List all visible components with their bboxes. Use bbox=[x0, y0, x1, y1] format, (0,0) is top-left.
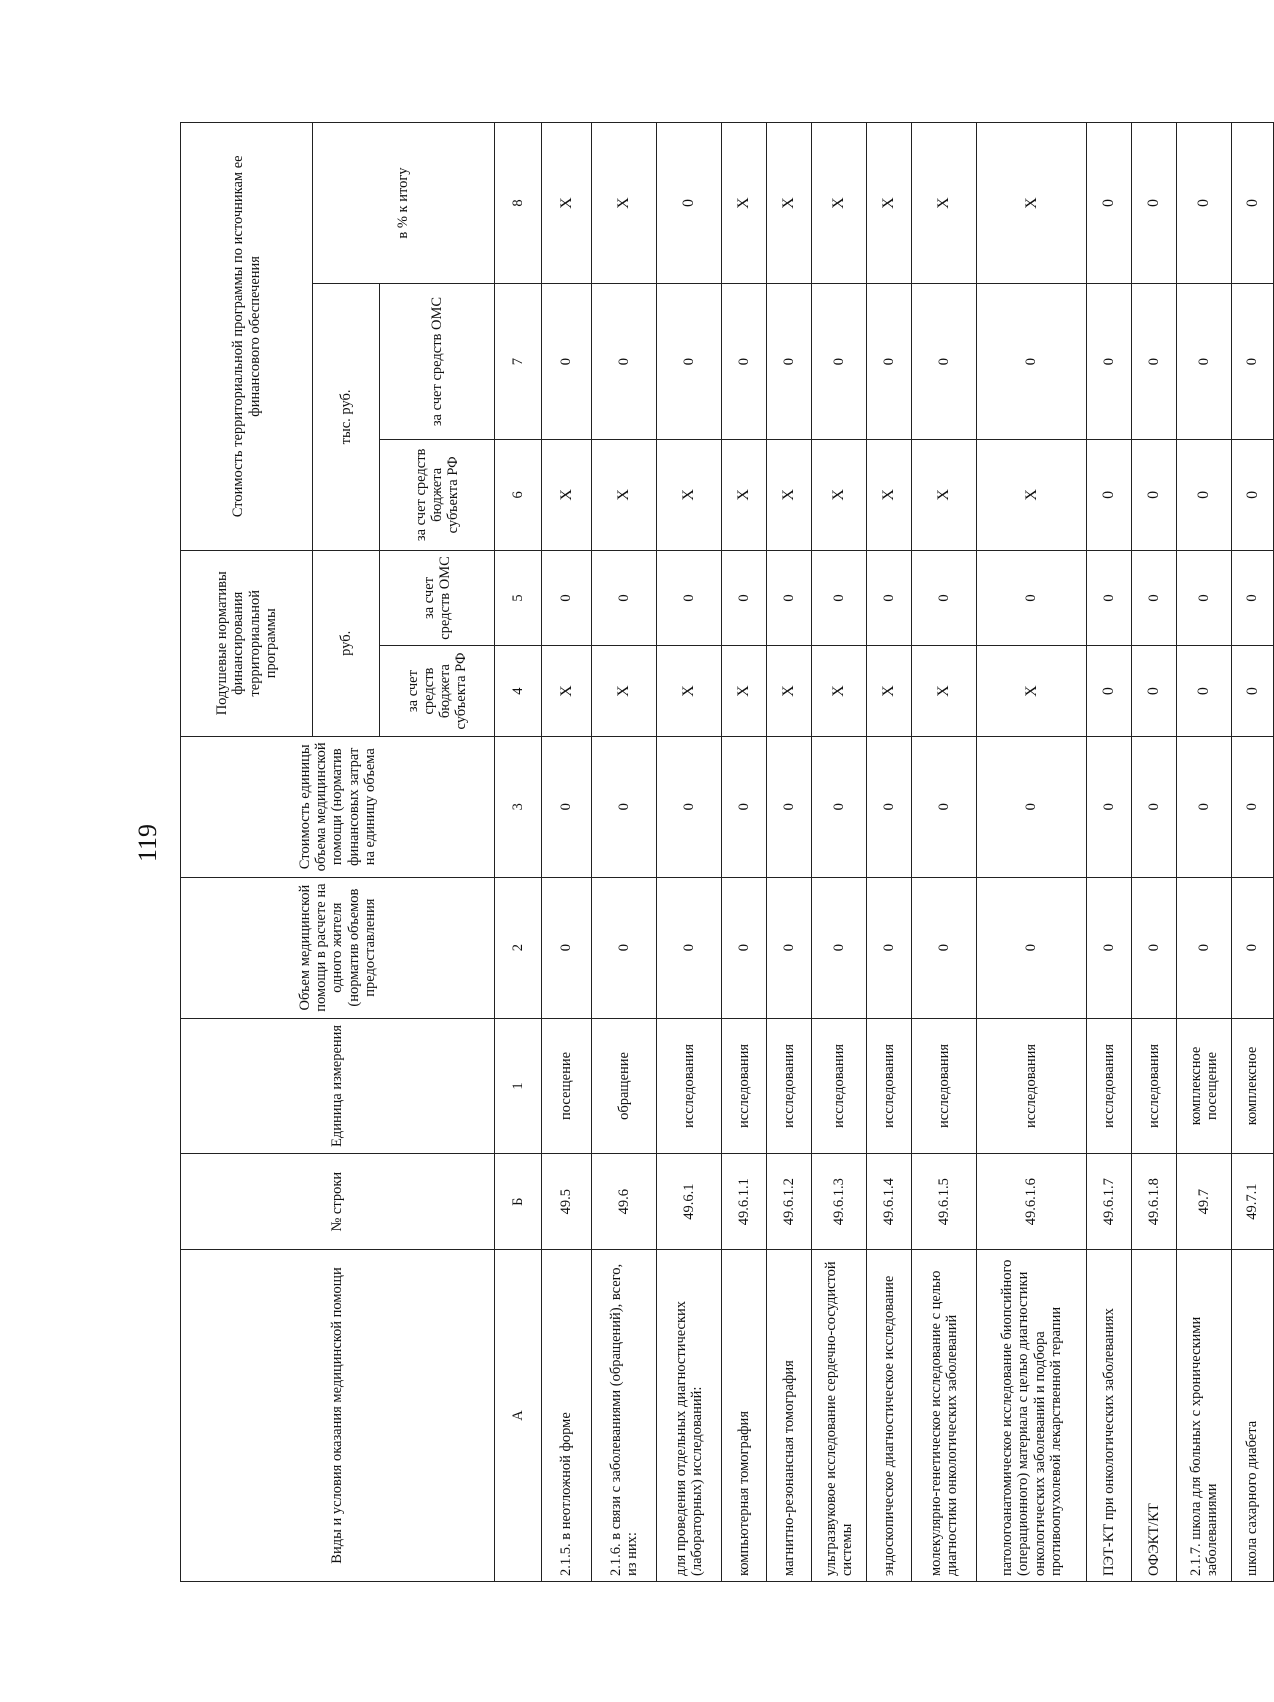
header-percent-total: в % к итогу bbox=[313, 123, 495, 284]
index-cell: 8 bbox=[495, 123, 542, 284]
row-name: патологоанатомическое исследование биопсийного (операционного) материала с целью диагностики онкологических заболеваний и подбора противоопухолевой лекарственной терапии bbox=[977, 1249, 1087, 1581]
row-unit-cost: 0 bbox=[592, 736, 657, 877]
table-row bbox=[1232, 123, 1274, 1582]
row-norm-budget: 0 bbox=[1087, 646, 1132, 737]
row-cost-budget: 0 bbox=[1232, 440, 1274, 551]
row-name: эндоскопическое диагностическое исследование bbox=[867, 1249, 912, 1581]
row-percent: 0 bbox=[657, 123, 722, 284]
row-percent: X bbox=[767, 123, 812, 284]
row-norm-oms: 0 bbox=[812, 550, 867, 646]
table-row bbox=[912, 123, 977, 1582]
row-norm-budget: X bbox=[977, 646, 1087, 737]
index-cell: 5 bbox=[495, 550, 542, 646]
row-cost-budget: 0 bbox=[1087, 440, 1132, 551]
row-percent: 0 bbox=[1232, 123, 1274, 284]
row-norm-oms: 0 bbox=[1132, 550, 1177, 646]
row-cost-budget: 0 bbox=[1132, 440, 1177, 551]
row-norm-oms: 0 bbox=[867, 550, 912, 646]
row-unit: исследования bbox=[767, 1018, 812, 1154]
row-volume: 0 bbox=[912, 877, 977, 1018]
row-unit-cost: 0 bbox=[867, 736, 912, 877]
header-norm-oms: за счет средств ОМС bbox=[380, 550, 495, 646]
row-percent: X bbox=[722, 123, 767, 284]
row-percent: 0 bbox=[1087, 123, 1132, 284]
row-percent: X bbox=[977, 123, 1087, 284]
index-cell: 1 bbox=[495, 1018, 542, 1154]
row-number: 49.6.1.2 bbox=[767, 1154, 812, 1250]
header-unit-cost: Стоимость единицы объема медицинской помощи (норматив финансовых затрат на единицу объема bbox=[181, 736, 495, 877]
row-norm-budget: 0 bbox=[1132, 646, 1177, 737]
row-norm-budget: X bbox=[867, 646, 912, 737]
row-cost-budget: X bbox=[722, 440, 767, 551]
row-volume: 0 bbox=[1177, 877, 1232, 1018]
row-cost-oms: 0 bbox=[812, 284, 867, 440]
row-number: 49.7.1 bbox=[1232, 1154, 1274, 1250]
header-norm-budget: за счет средств бюджета субъекта РФ bbox=[380, 646, 495, 737]
row-norm-budget: X bbox=[812, 646, 867, 737]
row-unit: исследования bbox=[977, 1018, 1087, 1154]
row-name: ОФЭКТ/КТ bbox=[1132, 1249, 1177, 1581]
row-percent: X bbox=[867, 123, 912, 284]
row-unit-cost: 0 bbox=[1177, 736, 1232, 877]
row-number: 49.6.1 bbox=[657, 1154, 722, 1250]
row-cost-budget: 0 bbox=[1177, 440, 1232, 551]
page-number: 119 bbox=[133, 823, 162, 863]
row-unit-cost: 0 bbox=[542, 736, 592, 877]
row-volume: 0 bbox=[767, 877, 812, 1018]
row-unit-cost: 0 bbox=[1232, 736, 1274, 877]
row-cost-oms: 0 bbox=[1232, 284, 1274, 440]
row-name: 2.1.5. в неотложной форме bbox=[542, 1249, 592, 1581]
row-volume: 0 bbox=[977, 877, 1087, 1018]
row-number: 49.7 bbox=[1177, 1154, 1232, 1250]
row-percent: X bbox=[812, 123, 867, 284]
row-volume: 0 bbox=[542, 877, 592, 1018]
table-row bbox=[657, 123, 722, 1582]
row-name: 2.1.6. в связи с заболеваниями (обращений), всего, из них: bbox=[592, 1249, 657, 1581]
row-number: 49.6.1.7 bbox=[1087, 1154, 1132, 1250]
row-cost-oms: 0 bbox=[1087, 284, 1132, 440]
table-rotated-container bbox=[180, 122, 1261, 1582]
row-unit-cost: 0 bbox=[812, 736, 867, 877]
row-unit-cost: 0 bbox=[1132, 736, 1177, 877]
row-unit: исследования bbox=[722, 1018, 767, 1154]
row-unit-cost: 0 bbox=[977, 736, 1087, 877]
row-unit: исследования bbox=[912, 1018, 977, 1154]
row-name: молекулярно-генетическое исследование с целью диагностики онкологических заболеваний bbox=[912, 1249, 977, 1581]
row-number: 49.5 bbox=[542, 1154, 592, 1250]
table-row bbox=[1132, 123, 1177, 1582]
row-name: для проведения отдельных диагностических (лабораторных) исследований: bbox=[657, 1249, 722, 1581]
table-row bbox=[867, 123, 912, 1582]
table-row bbox=[812, 123, 867, 1582]
row-norm-oms: 0 bbox=[767, 550, 812, 646]
header-cost-budget: за счет средств бюджета субъекта РФ bbox=[380, 440, 495, 551]
row-norm-budget: X bbox=[722, 646, 767, 737]
row-volume: 0 bbox=[722, 877, 767, 1018]
table-row bbox=[1087, 123, 1132, 1582]
header-unit: Единица измерения bbox=[181, 1018, 495, 1154]
table-row bbox=[767, 123, 812, 1582]
row-norm-oms: 0 bbox=[542, 550, 592, 646]
header-thous-rub: тыс. руб. bbox=[313, 284, 380, 551]
row-name: ПЭТ-КТ при онкологических заболеваниях bbox=[1087, 1249, 1132, 1581]
row-unit: обращение bbox=[592, 1018, 657, 1154]
row-cost-oms: 0 bbox=[912, 284, 977, 440]
row-name: ультразвуковое исследование сердечно-сосудистой системы bbox=[812, 1249, 867, 1581]
row-norm-oms: 0 bbox=[977, 550, 1087, 646]
row-name: 2.1.7. школа для больных с хроническими заболеваниями bbox=[1177, 1249, 1232, 1581]
row-unit-cost: 0 bbox=[657, 736, 722, 877]
row-cost-oms: 0 bbox=[977, 284, 1087, 440]
row-cost-oms: 0 bbox=[767, 284, 812, 440]
row-norm-oms: 0 bbox=[1087, 550, 1132, 646]
row-norm-budget: X bbox=[592, 646, 657, 737]
row-cost-oms: 0 bbox=[867, 284, 912, 440]
table-row bbox=[542, 123, 592, 1582]
row-unit: исследования bbox=[867, 1018, 912, 1154]
header-volume: Объем медицинской помощи в расчете на одного жителя (норматив объемов предоставления bbox=[181, 877, 495, 1018]
header-rub: руб. bbox=[313, 550, 380, 736]
row-number: 49.6.1.3 bbox=[812, 1154, 867, 1250]
row-number: 49.6.1.6 bbox=[977, 1154, 1087, 1250]
row-norm-budget: X bbox=[657, 646, 722, 737]
row-volume: 0 bbox=[812, 877, 867, 1018]
table-row bbox=[1177, 123, 1232, 1582]
row-unit-cost: 0 bbox=[767, 736, 812, 877]
row-norm-budget: X bbox=[542, 646, 592, 737]
row-cost-oms: 0 bbox=[1177, 284, 1232, 440]
table-row bbox=[977, 123, 1087, 1582]
row-cost-budget: X bbox=[767, 440, 812, 551]
row-norm-oms: 0 bbox=[722, 550, 767, 646]
row-norm-oms: 0 bbox=[912, 550, 977, 646]
row-cost-oms: 0 bbox=[657, 284, 722, 440]
row-percent: X bbox=[912, 123, 977, 284]
row-norm-oms: 0 bbox=[1232, 550, 1274, 646]
row-percent: 0 bbox=[1177, 123, 1232, 284]
row-unit: исследования bbox=[1132, 1018, 1177, 1154]
medical-care-cost-table bbox=[180, 122, 1274, 1582]
row-unit-cost: 0 bbox=[912, 736, 977, 877]
row-norm-budget: X bbox=[767, 646, 812, 737]
header-care-types: Виды и условия оказания медицинской помощи bbox=[181, 1249, 495, 1581]
row-name: школа сахарного диабета bbox=[1232, 1249, 1274, 1581]
index-cell: 3 bbox=[495, 736, 542, 877]
row-volume: 0 bbox=[1087, 877, 1132, 1018]
row-unit: комплексное посещение bbox=[1177, 1018, 1232, 1154]
row-number: 49.6 bbox=[592, 1154, 657, 1250]
row-unit: комплексное bbox=[1232, 1018, 1274, 1154]
row-volume: 0 bbox=[657, 877, 722, 1018]
index-cell: 6 bbox=[495, 440, 542, 551]
row-volume: 0 bbox=[1132, 877, 1177, 1018]
row-name: компьютерная томография bbox=[722, 1249, 767, 1581]
row-volume: 0 bbox=[867, 877, 912, 1018]
row-volume: 0 bbox=[592, 877, 657, 1018]
row-number: 49.6.1.8 bbox=[1132, 1154, 1177, 1250]
table-row bbox=[592, 123, 657, 1582]
row-unit-cost: 0 bbox=[722, 736, 767, 877]
header-program-cost: Стоимость территориальной программы по источникам ее финансового обеспечения bbox=[181, 123, 313, 551]
header-row-number: № строки bbox=[181, 1154, 495, 1250]
row-norm-oms: 0 bbox=[592, 550, 657, 646]
row-norm-oms: 0 bbox=[657, 550, 722, 646]
row-cost-oms: 0 bbox=[592, 284, 657, 440]
row-norm-budget: 0 bbox=[1177, 646, 1232, 737]
row-cost-budget: X bbox=[592, 440, 657, 551]
row-norm-budget: 0 bbox=[1232, 646, 1274, 737]
row-cost-budget: X bbox=[867, 440, 912, 551]
table-row bbox=[722, 123, 767, 1582]
header-cost-oms: за счет средств ОМС bbox=[380, 284, 495, 440]
row-unit: исследования bbox=[1087, 1018, 1132, 1154]
row-cost-budget: X bbox=[657, 440, 722, 551]
index-cell: А bbox=[495, 1249, 542, 1581]
index-cell: Б bbox=[495, 1154, 542, 1250]
row-percent: 0 bbox=[1132, 123, 1177, 284]
row-unit: исследования bbox=[657, 1018, 722, 1154]
row-percent: X bbox=[542, 123, 592, 284]
index-cell: 7 bbox=[495, 284, 542, 440]
row-cost-oms: 0 bbox=[542, 284, 592, 440]
row-unit-cost: 0 bbox=[1087, 736, 1132, 877]
row-norm-oms: 0 bbox=[1177, 550, 1232, 646]
column-index-row bbox=[495, 123, 542, 1582]
row-cost-budget: X bbox=[542, 440, 592, 551]
row-number: 49.6.1.4 bbox=[867, 1154, 912, 1250]
row-percent: X bbox=[592, 123, 657, 284]
row-norm-budget: X bbox=[912, 646, 977, 737]
row-cost-budget: X bbox=[977, 440, 1087, 551]
row-volume: 0 bbox=[1232, 877, 1274, 1018]
row-unit: посещение bbox=[542, 1018, 592, 1154]
row-name: магнитно-резонансная томография bbox=[767, 1249, 812, 1581]
header-per-capita-norms: Подушевые нормативы финансирования территориальной программы bbox=[181, 550, 313, 736]
row-number: 49.6.1.1 bbox=[722, 1154, 767, 1250]
row-cost-oms: 0 bbox=[1132, 284, 1177, 440]
row-cost-oms: 0 bbox=[722, 284, 767, 440]
index-cell: 4 bbox=[495, 646, 542, 737]
row-unit: исследования bbox=[812, 1018, 867, 1154]
row-cost-budget: X bbox=[812, 440, 867, 551]
row-number: 49.6.1.5 bbox=[912, 1154, 977, 1250]
index-cell: 2 bbox=[495, 877, 542, 1018]
row-cost-budget: X bbox=[912, 440, 977, 551]
